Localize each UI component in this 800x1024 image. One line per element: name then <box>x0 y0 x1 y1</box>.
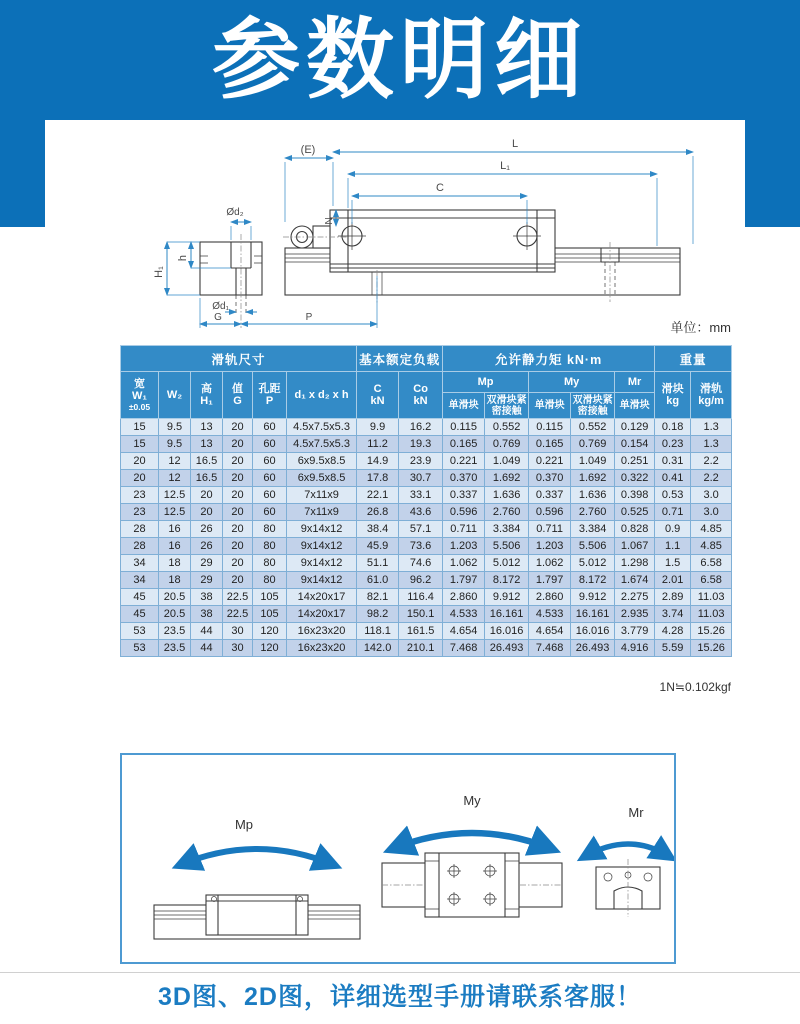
cell: 9x14x12 <box>287 538 357 555</box>
cell: 45.9 <box>357 538 399 555</box>
cell: 20 <box>223 470 253 487</box>
col-g: 值 G <box>223 372 253 419</box>
cell: 34 <box>121 572 159 589</box>
cell: 0.552 <box>571 419 615 436</box>
cell: 11.2 <box>357 436 399 453</box>
cell: 28 <box>121 521 159 538</box>
cell: 20 <box>223 538 253 555</box>
cell: 210.1 <box>399 640 443 657</box>
cell: 2.760 <box>571 504 615 521</box>
cell: 60 <box>253 470 287 487</box>
table-row <box>121 470 732 487</box>
cell: 4.533 <box>443 606 485 623</box>
cell: 53 <box>121 640 159 657</box>
cell: 0.322 <box>615 470 655 487</box>
moment-label-mr: Mr <box>628 805 644 820</box>
cell: 0.596 <box>443 504 485 521</box>
group-static-moment: 允许静力矩 kN·m <box>443 346 655 372</box>
cell: 2.2 <box>691 470 732 487</box>
cell: 20.5 <box>159 606 191 623</box>
cell: 60 <box>253 487 287 504</box>
col-mr-single: 单滑块 <box>615 393 655 419</box>
moment-my-figure <box>382 793 562 917</box>
cell: 3.384 <box>571 521 615 538</box>
cell: 20 <box>223 436 253 453</box>
cell: 4.533 <box>529 606 571 623</box>
cell: 0.525 <box>615 504 655 521</box>
footer-divider <box>0 972 800 973</box>
col-h1: 高 H₁ <box>191 372 223 419</box>
cell: 6.58 <box>691 572 732 589</box>
cell: 20 <box>223 521 253 538</box>
cell: 1.067 <box>615 538 655 555</box>
cell: 9.9 <box>357 419 399 436</box>
cell: 2.2 <box>691 453 732 470</box>
dim-label-E: (E) <box>300 144 316 156</box>
table-row <box>121 538 732 555</box>
moment-mr-figure <box>584 805 670 917</box>
dim-label-P: P <box>305 312 313 323</box>
table-row <box>121 606 732 623</box>
cell: 0.337 <box>443 487 485 504</box>
group-rail-size: 滑轨尺寸 <box>121 346 357 372</box>
unit-label: 单位：mm <box>670 320 731 335</box>
dim-label-C: C <box>436 182 444 194</box>
cell: 16.5 <box>191 470 223 487</box>
cell: 16 <box>159 521 191 538</box>
spec-table-wrap <box>120 345 731 657</box>
cell: 3.0 <box>691 504 732 521</box>
cell: 15 <box>121 436 159 453</box>
cell: 7.468 <box>529 640 571 657</box>
cell: 2.275 <box>615 589 655 606</box>
cell: 0.115 <box>529 419 571 436</box>
cell: 0.41 <box>655 470 691 487</box>
cell: 26 <box>191 521 223 538</box>
cell: 5.59 <box>655 640 691 657</box>
cell: 16x23x20 <box>287 623 357 640</box>
cell: 20.5 <box>159 589 191 606</box>
cell: 4.85 <box>691 521 732 538</box>
moment-diagram-box <box>120 753 676 964</box>
cell: 20 <box>223 487 253 504</box>
page-title: 参数明细 <box>211 10 588 109</box>
cell: 80 <box>253 555 287 572</box>
cell: 16.016 <box>485 623 529 640</box>
cell: 1.062 <box>443 555 485 572</box>
col-my: My <box>529 372 615 393</box>
cell: 0.552 <box>485 419 529 436</box>
cell: 12.5 <box>159 487 191 504</box>
cell: 0.370 <box>529 470 571 487</box>
cell: 23 <box>121 504 159 521</box>
cell: 1.049 <box>571 453 615 470</box>
cell: 1.5 <box>655 555 691 572</box>
cell: 12 <box>159 453 191 470</box>
cell: 96.2 <box>399 572 443 589</box>
cell: 26 <box>191 538 223 555</box>
table-row <box>121 504 732 521</box>
cell: 1.636 <box>485 487 529 504</box>
cell: 20 <box>223 555 253 572</box>
cell: 23 <box>121 487 159 504</box>
cell: 0.221 <box>529 453 571 470</box>
cell: 16.5 <box>191 453 223 470</box>
col-mr: Mr <box>615 372 655 393</box>
cell: 60 <box>253 504 287 521</box>
cell: 1.692 <box>485 470 529 487</box>
cell: 20 <box>121 470 159 487</box>
cell: 44 <box>191 640 223 657</box>
cell: 1.3 <box>691 436 732 453</box>
table-row <box>121 640 732 657</box>
cell: 4.5x7.5x5.3 <box>287 436 357 453</box>
table-row <box>121 572 732 589</box>
cell: 11.03 <box>691 589 732 606</box>
cell: 6x9.5x8.5 <box>287 453 357 470</box>
cell: 161.5 <box>399 623 443 640</box>
cell: 4.916 <box>615 640 655 657</box>
cell: 20 <box>223 419 253 436</box>
cell: 26.8 <box>357 504 399 521</box>
cell: 2.760 <box>485 504 529 521</box>
cell: 38.4 <box>357 521 399 538</box>
cell: 43.6 <box>399 504 443 521</box>
cell: 1.636 <box>571 487 615 504</box>
cell: 1.3 <box>691 419 732 436</box>
table-row <box>121 419 732 436</box>
cell: 20 <box>191 504 223 521</box>
footer-text: 3D图、2D图，详细选型手册请联系客服！ <box>158 983 642 1011</box>
cell: 80 <box>253 572 287 589</box>
cell: 60 <box>253 453 287 470</box>
cell: 0.370 <box>443 470 485 487</box>
cell: 23.5 <box>159 623 191 640</box>
cell: 1.797 <box>529 572 571 589</box>
cell: 0.165 <box>443 436 485 453</box>
cell: 28 <box>121 538 159 555</box>
cell: 3.779 <box>615 623 655 640</box>
cell: 120 <box>253 640 287 657</box>
col-mp: Mp <box>443 372 529 393</box>
cell: 0.251 <box>615 453 655 470</box>
cell: 45 <box>121 606 159 623</box>
cell: 150.1 <box>399 606 443 623</box>
guide-rail-diagram <box>45 122 745 337</box>
cell: 0.129 <box>615 419 655 436</box>
cell: 20 <box>223 572 253 589</box>
cell: 98.2 <box>357 606 399 623</box>
cell: 118.1 <box>357 623 399 640</box>
cell: 15.26 <box>691 623 732 640</box>
cell: 5.012 <box>571 555 615 572</box>
cell: 30 <box>223 623 253 640</box>
cell: 44 <box>191 623 223 640</box>
table-row <box>121 436 732 453</box>
col-mp-double: 双滑块紧密接触 <box>486 394 527 417</box>
group-weight: 重量 <box>655 346 732 372</box>
cell: 16.161 <box>571 606 615 623</box>
cell: 0.115 <box>443 419 485 436</box>
cell: 3.0 <box>691 487 732 504</box>
cell: 0.53 <box>655 487 691 504</box>
cell: 0.398 <box>615 487 655 504</box>
cell: 4.28 <box>655 623 691 640</box>
cell: 9.5 <box>159 419 191 436</box>
cell: 16x23x20 <box>287 640 357 657</box>
table-row <box>121 487 732 504</box>
cell: 16.161 <box>485 606 529 623</box>
moment-mp-figure <box>154 817 360 939</box>
cell: 4.654 <box>529 623 571 640</box>
cell: 53 <box>121 623 159 640</box>
cell: 22.5 <box>223 589 253 606</box>
cell: 60 <box>253 436 287 453</box>
cell: 0.221 <box>443 453 485 470</box>
cell: 7x11x9 <box>287 487 357 504</box>
group-rated-load: 基本额定负载 <box>357 346 443 372</box>
cell: 1.203 <box>443 538 485 555</box>
cell: 18 <box>159 572 191 589</box>
cell: 1.692 <box>571 470 615 487</box>
cell: 5.506 <box>485 538 529 555</box>
cell: 0.165 <box>529 436 571 453</box>
cell: 6x9.5x8.5 <box>287 470 357 487</box>
cell: 15 <box>121 419 159 436</box>
cell: 9.912 <box>571 589 615 606</box>
table-row <box>121 453 732 470</box>
cell: 5.012 <box>485 555 529 572</box>
cell: 4.85 <box>691 538 732 555</box>
cell: 34 <box>121 555 159 572</box>
cell: 13 <box>191 436 223 453</box>
cell: 14x20x17 <box>287 589 357 606</box>
cell: 16.2 <box>399 419 443 436</box>
cell: 17.8 <box>357 470 399 487</box>
moment-label-mp: Mp <box>234 817 254 832</box>
cell: 6.58 <box>691 555 732 572</box>
cell: 73.6 <box>399 538 443 555</box>
cell: 9x14x12 <box>287 572 357 589</box>
cell: 30.7 <box>399 470 443 487</box>
cell: 19.3 <box>399 436 443 453</box>
cell: 0.711 <box>529 521 571 538</box>
cell: 0.18 <box>655 419 691 436</box>
cell: 9x14x12 <box>287 555 357 572</box>
cell: 23.5 <box>159 640 191 657</box>
column-header-row <box>121 372 732 393</box>
col-my-single: 单滑块 <box>529 393 571 419</box>
cell: 0.9 <box>655 521 691 538</box>
cell: 0.596 <box>529 504 571 521</box>
cell: 51.1 <box>357 555 399 572</box>
dim-label-N: N <box>324 217 335 225</box>
cell: 22.1 <box>357 487 399 504</box>
cell: 14x20x17 <box>287 606 357 623</box>
rail-cross-section <box>200 234 262 328</box>
col-c: C kN <box>357 372 399 419</box>
col-co: Co kN <box>399 372 443 419</box>
cell: 4.654 <box>443 623 485 640</box>
cell: 142.0 <box>357 640 399 657</box>
cell: 38 <box>191 589 223 606</box>
table-row <box>121 521 732 538</box>
cell: 11.03 <box>691 606 732 623</box>
cell: 8.172 <box>571 572 615 589</box>
cell: 116.4 <box>399 589 443 606</box>
cell: 105 <box>253 589 287 606</box>
dim-label-L: L <box>511 138 519 150</box>
cell: 0.31 <box>655 453 691 470</box>
table-row <box>121 589 732 606</box>
moment-diagrams <box>122 755 674 962</box>
cell: 61.0 <box>357 572 399 589</box>
spec-table-body <box>121 419 732 657</box>
col-rail-kg: 滑轨 kg/m <box>691 372 732 419</box>
cell: 26.493 <box>571 640 615 657</box>
cell: 20 <box>223 504 253 521</box>
cell: 8.172 <box>485 572 529 589</box>
cell: 23.9 <box>399 453 443 470</box>
cell: 29 <box>191 555 223 572</box>
cell: 45 <box>121 589 159 606</box>
cell: 1.049 <box>485 453 529 470</box>
cell: 20 <box>223 453 253 470</box>
cell: 1.1 <box>655 538 691 555</box>
cell: 16 <box>159 538 191 555</box>
dim-label-G: G <box>214 312 222 323</box>
table-row <box>121 555 732 572</box>
cell: 0.23 <box>655 436 691 453</box>
cell: 20 <box>191 487 223 504</box>
cell: 26.493 <box>485 640 529 657</box>
cell: 0.769 <box>571 436 615 453</box>
cell: 15.26 <box>691 640 732 657</box>
dim-label-h: h <box>177 254 189 262</box>
dim-label-H1: H₁ <box>153 266 165 278</box>
cell: 60 <box>253 419 287 436</box>
cell: 105 <box>253 606 287 623</box>
cell: 2.89 <box>655 589 691 606</box>
cell: 1.674 <box>615 572 655 589</box>
cell: 7x11x9 <box>287 504 357 521</box>
dim-label-od2: Ød₂ <box>226 207 244 218</box>
cell: 3.384 <box>485 521 529 538</box>
cell: 7.468 <box>443 640 485 657</box>
cell: 13 <box>191 419 223 436</box>
table-row <box>121 623 732 640</box>
cell: 0.828 <box>615 521 655 538</box>
cell: 18 <box>159 555 191 572</box>
cell: 82.1 <box>357 589 399 606</box>
cell: 20 <box>121 453 159 470</box>
conversion-note: 1N≒0.102kgf <box>659 680 731 694</box>
cell: 2.860 <box>443 589 485 606</box>
col-my-double: 双滑块紧密接触 <box>572 394 613 417</box>
cell: 120 <box>253 623 287 640</box>
cell: 1.203 <box>529 538 571 555</box>
cell: 0.769 <box>485 436 529 453</box>
dim-label-od1: Ød₁ <box>212 301 229 312</box>
col-w1: 宽 W₁ ±0.05 <box>121 372 159 419</box>
cell: 1.298 <box>615 555 655 572</box>
cell: 30 <box>223 640 253 657</box>
cell: 12 <box>159 470 191 487</box>
cell: 0.711 <box>443 521 485 538</box>
cell: 80 <box>253 521 287 538</box>
dim-label-L1: L₁ <box>500 160 510 172</box>
spec-table <box>120 345 732 657</box>
cell: 3.74 <box>655 606 691 623</box>
cell: 2.01 <box>655 572 691 589</box>
cell: 16.016 <box>571 623 615 640</box>
group-header-row <box>121 346 732 372</box>
cell: 9.912 <box>485 589 529 606</box>
cell: 1.062 <box>529 555 571 572</box>
moment-label-my: My <box>463 793 481 808</box>
cell: 5.506 <box>571 538 615 555</box>
cell: 12.5 <box>159 504 191 521</box>
col-block-kg: 滑块 kg <box>655 372 691 419</box>
cell: 29 <box>191 572 223 589</box>
col-p: 孔距 P <box>253 372 287 419</box>
block-side-view <box>330 210 555 272</box>
cell: 4.5x7.5x5.3 <box>287 419 357 436</box>
cell: 0.337 <box>529 487 571 504</box>
cell: 9x14x12 <box>287 521 357 538</box>
cell: 14.9 <box>357 453 399 470</box>
cell: 74.6 <box>399 555 443 572</box>
cell: 38 <box>191 606 223 623</box>
col-mp-single: 单滑块 <box>443 393 485 419</box>
cell: 2.935 <box>615 606 655 623</box>
cell: 2.860 <box>529 589 571 606</box>
col-d: d₁ x d₂ x h <box>287 372 357 419</box>
cell: 0.71 <box>655 504 691 521</box>
cell: 33.1 <box>399 487 443 504</box>
cell: 80 <box>253 538 287 555</box>
cell: 0.154 <box>615 436 655 453</box>
col-w2: W₂ <box>159 372 191 419</box>
cell: 22.5 <box>223 606 253 623</box>
cell: 57.1 <box>399 521 443 538</box>
cell: 1.797 <box>443 572 485 589</box>
cell: 9.5 <box>159 436 191 453</box>
